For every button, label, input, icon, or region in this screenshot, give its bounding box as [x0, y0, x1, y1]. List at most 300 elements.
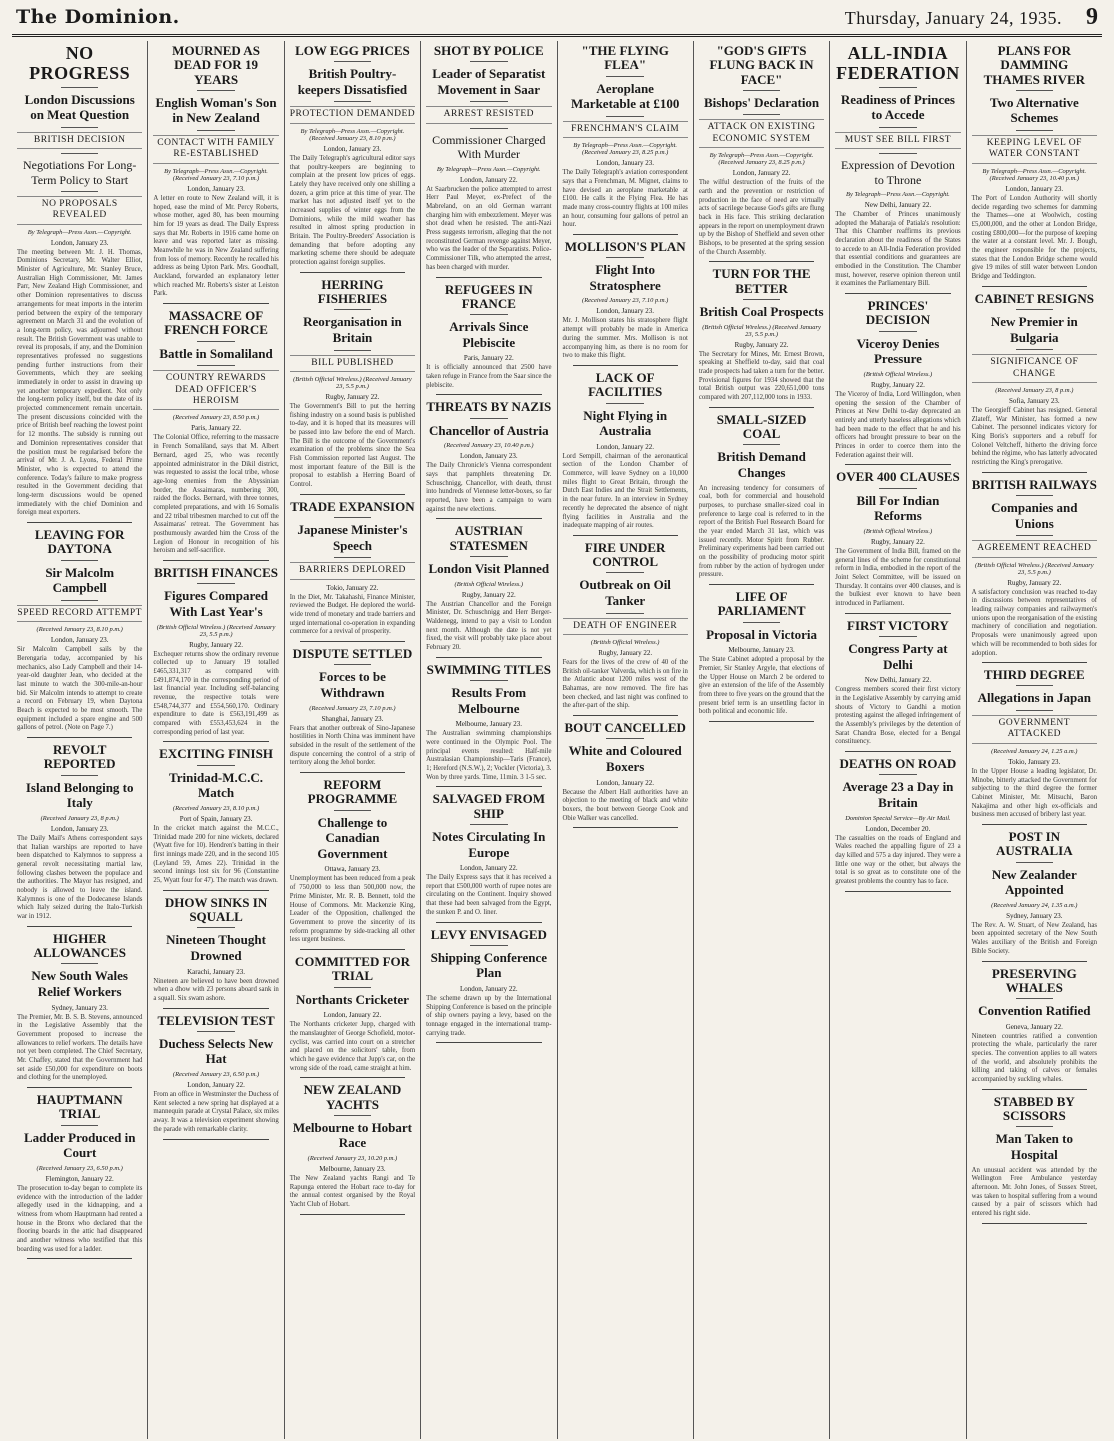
subheadline: Challenge to Canadian Government — [317, 814, 388, 861]
article-body: Because the Albert Hall authorities have an objection to the meeting of black and white boxers, the bout between George Cook and Obie Walker was cancelled. — [562, 788, 688, 822]
article-body: Exchequer returns show the ordinary revenue collected up to January 19 totalled £465,331,317 as compared with £491,874,170 in the corresponding period of last financial year. Including self-balancing revenue, the respective totals were £548,744,377 and £554,560,170. Ordinary expenditure to date is £563,191,499 as compared with £553,453,624 in the corresponding period of last year. — [153, 650, 279, 736]
dateline: Ottawa, January 23. — [324, 865, 381, 874]
dateline: Tokio, January 23. — [1008, 757, 1061, 766]
dateline: London, January 22. — [460, 985, 518, 994]
headline: BRITISH FINANCES — [154, 565, 279, 581]
divider — [743, 114, 781, 115]
dateline: Port of Spain, January 23. — [179, 814, 253, 823]
divider — [470, 824, 508, 825]
divider — [334, 517, 372, 518]
wire-credit: (British Official Wireless.) — [863, 527, 933, 535]
divider — [606, 738, 644, 739]
dateline: London, January 22. — [732, 169, 791, 178]
article — [290, 500, 415, 642]
wire-credit: (Received January 23, 7.10 p.m.) — [582, 297, 669, 305]
headline: BOUT CANCELLED — [564, 720, 686, 736]
article — [153, 566, 278, 742]
article-body: An unusual accident was attended by the Wellington Free Ambulance yesterday afternoon. Mr. John Jones, of Sussex Street, was taken to hospital suffering from a wound caused by a pair of scissors which had entered his right side. — [971, 1166, 1097, 1218]
article-body: The Australian swimming championships were continued in the Olympic Pool. The principal events resulted: Half-mile Australasian Championship—Taris (France), 1; Hereford (N.S.W.), 2; Vockler (Victoria), 3. Won by three yards. Time, 11min. 3 1-5 sec. — [426, 730, 552, 781]
divider — [334, 557, 372, 558]
headline: LIFE OF PARLIAMENT — [717, 589, 806, 619]
subheadline: CONTACT WITH FAMILY RE-ESTABLISHED — [153, 135, 278, 164]
divider — [470, 945, 508, 946]
article — [972, 44, 1097, 287]
subheadline: ARREST RESISTED — [426, 106, 551, 123]
article-body: The meeting between Mr. J. H. Thomas, Dominions Secretary, Mr. Walter Elliot, Minister of Agriculture, Mr. Stanley Bruce, Australian High Commissioner, Mr. James Parr, New Zealand High Commissioner, and other Dominion representatives to discuss arrangements for meat imports in the interim period between the expiry of the temporary agreement on March 31 and the evolution of a long-term policy, was adjourned without result. The British Government was unable to reveal its proposals, if any, and the Dominion representatives professed no suggestions pending further instructions from their Governments, which they are seeking immediately in order to assist in drawing up yet another temporary expedient. Not only the long-term policy itself, but the date of its projected commencement remain uncertain. The present discussions coincided with the price of British beef reaching the lowest point for 12 months. The subsidy is running out and Dominion representatives consider that the position must be regularised before the arrival of Mr. J. A. Lyons, Federal Prime Minister, who is expected to attend the conference. Today's failure to make progress resulted in the Government deciding that long-term discussions would be opened immediately with the chief Dominion and foreign meat exporters. — [17, 248, 143, 517]
article — [972, 1095, 1097, 1224]
subheadline: Northants Cricketer — [295, 991, 409, 1007]
subheadline: Convention Ratified — [978, 1003, 1091, 1019]
article — [972, 967, 1097, 1090]
article — [835, 470, 960, 613]
article — [972, 668, 1097, 825]
article — [153, 896, 278, 1009]
article — [426, 524, 551, 657]
subheadline: ATTACK ON EXISTING ECONOMIC SYSTEM — [699, 119, 824, 148]
headline: NEW ZEALAND YACHTS — [303, 1082, 402, 1112]
divider — [334, 987, 372, 988]
subheadline: Notes Circulating In Europe — [432, 828, 546, 860]
divider — [879, 488, 917, 489]
article — [153, 309, 278, 561]
article — [972, 478, 1097, 663]
dateline: Geneva, January 22. — [1005, 1022, 1063, 1031]
wire-credit: (British Official Wireless.) (Received January 23, 5.5 p.m.) — [702, 323, 821, 338]
article — [426, 928, 551, 1044]
subheadline: Allegations in Japan — [977, 690, 1092, 706]
divider — [470, 314, 508, 315]
wire-credit: (British Official Wireless.) (Received January 23, 5.5 p.m.) — [293, 375, 412, 390]
headline: TURN FOR THE BETTER — [712, 266, 811, 296]
article — [835, 44, 960, 294]
article — [290, 278, 415, 495]
divider — [61, 153, 99, 154]
article — [699, 413, 824, 585]
subheadline: Melbourne to Hobart Race — [292, 1119, 413, 1151]
subheadline: Proposal in Victoria — [706, 626, 818, 642]
subheadline: Duchess Selects New Hat — [159, 1035, 274, 1067]
dateline: New Delhi, January 22. — [864, 676, 932, 685]
headline: SMALL-SIZED COAL — [716, 411, 807, 442]
article — [17, 743, 142, 927]
column-7 — [830, 41, 966, 1439]
dateline: London, January 23. — [596, 159, 654, 168]
divider — [334, 350, 372, 351]
article — [153, 747, 278, 890]
headline: REFORM PROGRAMME — [307, 777, 398, 807]
subheadline: Companies and Unions — [991, 500, 1078, 531]
divider — [470, 101, 508, 102]
article-body: In the cricket match against the M.C.C., Trinidad made 200 for nine wickets, declared (Wyatt five for 10). Hendren's batting in their first innings made 220, and in the second 105 (Leyland 59, Ames 22). Trinidad in the second innings lost six for 96 (Constantine 25, Wyatt four for 47). The match was drawn. — [153, 824, 279, 885]
article-body: The wilful destruction of the fruits of the earth and the prevention or restriction of production in the face of need are virtually acts of sacrilege because God's gifts are flung back in His face. This striking declaration appears in the report on unemployment drawn up by the Bishop of Sheffield and seven other Bishops, to be presented at the spring session of the Church Assembly. — [698, 179, 825, 256]
divider — [61, 775, 99, 776]
column-3 — [285, 41, 421, 1439]
dateline: London, January 23. — [50, 636, 109, 645]
article — [563, 721, 688, 828]
divider — [606, 572, 644, 573]
subheadline: Night Flying in Australia — [583, 407, 668, 439]
dateline: London, January 22. — [596, 442, 654, 451]
wire-credit: By Telegraph—Press Assn.—Copyright. (Received January 23, 8.10 p.m.) — [300, 127, 405, 142]
article — [972, 830, 1097, 962]
subheadline: Viceroy Denies Pressure — [856, 335, 940, 367]
subheadline: GOVERNMENT ATTACKED — [972, 715, 1097, 744]
column-4 — [421, 41, 557, 1439]
subheadline: Nineteen Thought Drowned — [166, 932, 266, 963]
subheadline: Commissioner Charged With Murder — [432, 132, 546, 162]
column-6 — [694, 41, 830, 1439]
divider — [197, 90, 235, 91]
dateline: London, January 22. — [460, 864, 518, 873]
article-body: The Daily Express says that it has received a report that £500,000 worth of rupee notes are circulating on the Continent. Inquiry showed that these had been salvaged from the Egypt, the sunken P. and O. liner. — [426, 874, 552, 916]
article — [563, 371, 688, 536]
dateline: Karachi, January 23. — [187, 967, 246, 976]
article-body: Mr. J. Mollison states his stratosphere flight attempt will probably be made in America during the summer. Mrs. Mollison is not accompanying him, as there is no room for two to make this flight. — [562, 317, 688, 360]
divider — [1016, 685, 1054, 686]
article-body: The Rev. A. W. Stuart, of New Zealand, has been appointed secretary of the New South Wales auxiliary of the British and Foreign Bible Society. — [971, 921, 1097, 955]
dateline: Tokio, January 22. — [326, 583, 379, 592]
article-body: The Daily Telegraph's agricultural editor says that poultry-keepers are beginning to complain at the present low prices of eggs. Lately they have received only one shilling a dozen, a grim price at this time of year. The market has not adjusted itself yet to the increased supplies of winter eggs from the Dominions, while the mild weather has resulted in almost spring production in Britain. The Poultry-Breeders' Association is demanding that before adopting any marketing scheme there should be adequate protection against foreign supplies. — [289, 154, 416, 267]
article-body: In the Upper House a leading legislator, Dr. Minobe, bitterly attacked the Government for subjecting to the third degree the former Cabinet Minister, Mr. Mitsuchi, Baron Nakajima and other high ex-officials and business men accused of bribery last year. — [971, 767, 1097, 819]
divider — [879, 636, 917, 637]
divider — [743, 444, 781, 445]
article-body: The Premier, Mr. B. S. B. Stevens, announced in the Legislative Assembly that the Government proposed to increase the allowances to relief workers. The details have not yet been completed. The Chief Secretary, Mr. Chaffey, stated that the Government had set aside £50,000 for expenditure on boots and clothing for the unemployed. — [17, 1013, 143, 1082]
headline: LEAVING FOR DAYTONA — [34, 527, 125, 557]
article — [563, 240, 688, 366]
article-body: The prosecution to-day began to complete its evidence with the introduction of the ladder allegedly used in the kidnapping, and a witness from whom Hauptmann had rented a house in the Bronx who declared that the flooring boards in the attic had disappeared and another witness who testified that this boarding was used for a ladder. — [17, 1184, 143, 1253]
headline: SWIMMING TITLES — [426, 661, 551, 677]
article — [17, 1093, 142, 1259]
subheadline: Expression of Devotion to Throne — [840, 158, 955, 187]
headline: HERRING FISHERIES — [317, 276, 388, 307]
headline: BRITISH RAILWAYS — [971, 476, 1097, 492]
dateline: London, January 23. — [50, 824, 109, 833]
divider — [606, 257, 644, 258]
subheadline: Trinidad-M.C.C. Match — [169, 769, 264, 801]
headline: MASSACRE OF FRENCH FORCE — [164, 308, 268, 338]
article — [426, 44, 551, 278]
article — [290, 778, 415, 950]
article-body: The Daily Chronicle's Vienna correspondent says that pamphlets threatening Dr. Schuschnigg, Chancellor, with death, thrust into hundreds of Viennese letter-boxes, so far reported, have been a campaign to warn against the new elections. — [426, 462, 552, 513]
subheadline: New Zealander Appointed — [991, 866, 1077, 898]
divider — [197, 341, 235, 342]
subheadline: Bishops' Declaration — [703, 94, 820, 110]
headline: DEATHS ON ROAD — [839, 756, 957, 772]
wire-credit: (Received January 24, 1.35 a.m.) — [991, 901, 1078, 909]
wire-credit: (British Official Wireless.) (Received January 23, 5.5 p.m.) — [156, 623, 276, 638]
dateline: New Delhi, January 22. — [864, 200, 932, 209]
article-body: A letter en route to New Zealand will, it is hoped, ease the mind of Mr. Percy Roberts, whose mother, aged 80, has been mourning him for 19 years as dead. The Daily Express says that Mr. Roberts in 1916 came home on leave and was reported later as missing. Meanwhile he was in New Zealand suffering from loss of memory. Recently he recalled his address as being Upton Park. Mrs. Goodhall, Auckland, forwarded an explanatory letter which reached Mr. Roberts's sister at Leiston Park. — [153, 194, 279, 298]
newspaper-name: The Dominion. — [16, 6, 180, 28]
headline: LACK OF FACILITIES — [588, 369, 663, 400]
article-body: The scheme drawn up by the International Shipping Conference is based on the principle of ship owners paying a levy, based on the tonnage engaged in the international tramp-carrying trade. — [426, 995, 552, 1037]
wire-credit: By Telegraph—Press Assn.—Copyright. — [436, 165, 541, 173]
article-body: The Georgieff Cabinet has resigned. General Zlateff, War Minister, has formed a new Cabinet. The personnel indicates victory for King Boris's supporters and a rebuff for Colonel Veltcheff, hitherto the driving force behind the régime, who has latterly advocated restricting the King's prerogative. — [971, 407, 1097, 467]
headline: MOURNED AS DEAD FOR 19 YEARS — [172, 43, 260, 87]
subheadline: BILL PUBLISHED — [290, 355, 415, 372]
article — [153, 44, 278, 304]
divider — [1016, 710, 1054, 711]
dateline: London, January 23. — [50, 238, 109, 247]
wire-credit: (British Official Wireless.) (Received January 23, 5.5 p.m.) — [974, 561, 1094, 576]
divider — [470, 128, 508, 129]
subheadline: New Premier in Bulgaria — [990, 314, 1078, 345]
divider — [61, 87, 99, 88]
headline: HIGHER ALLOWANCES — [33, 930, 126, 961]
divider — [334, 810, 372, 811]
article — [563, 44, 688, 235]
subheadline: BRITISH DECISION — [17, 132, 142, 149]
headline: SHOT BY POLICE — [433, 43, 544, 58]
dateline: London, January 23. — [323, 144, 382, 153]
divider — [1016, 862, 1054, 863]
dateline: Rugby, January 22. — [325, 392, 380, 401]
wire-credit: By Telegraph—Press Assn.—Copyright. (Received January 23, 8.25 p.m.) — [573, 142, 678, 157]
dateline: Sydney, January 23. — [1006, 911, 1063, 920]
article-body: The Daily Mail's Athens correspondent says that Italian warships are reported to have been dispatched to Kalymnos to suppress a general revolt necessitating martial law, following clashes between the populace and the authorities. The Mayor has resigned, and nobody is allowed to leave the island. Kalymnos is one of the Dodecanese Islands which Italy seized during the Italo-Turkish war in 1912. — [17, 834, 143, 921]
subheadline: Congress Party at Delhi — [848, 641, 948, 672]
article-body: Fears for the lives of the crew of 40 of the British oil-tanker Valverda, which is on fire in the Atlantic about 1200 miles west of the Bahamas, are now removed. The fire has been checked, and last night was confined to the after-part of the ship. — [562, 659, 688, 710]
column-5 — [558, 41, 694, 1439]
headline: POST IN AUSTRALIA — [996, 828, 1073, 859]
divider — [1016, 535, 1054, 536]
article — [699, 44, 824, 262]
subheadline: PROTECTION DEMANDED — [290, 106, 415, 123]
wire-credit: (Received January 24, 1.25 a.m.) — [991, 747, 1078, 755]
headline: COMMITTED FOR TRIAL — [294, 953, 411, 984]
subheadline: Outbreak on Oil Tanker — [579, 577, 671, 609]
headline: DISPUTE SETTLED — [292, 646, 413, 662]
article — [972, 292, 1097, 473]
column-1 — [12, 41, 148, 1439]
headline: THREATS BY NAZIS — [426, 399, 552, 415]
subheadline: Island Belonging to Italy — [25, 779, 134, 811]
headline: LOW EGG PRICES — [295, 43, 410, 58]
divider — [334, 101, 372, 102]
dateline: London, January 23. — [596, 307, 654, 316]
article-body: Fears that another outbreak of Sino-Japanese hostilities in North China was imminent have subsided in the result of the settlement of the dispute concerning the control of a strip of territory along the Jehol border. — [289, 724, 416, 767]
subheadline: Readiness of Princes to Accede — [840, 91, 955, 123]
dateline: London, January 22. — [187, 1081, 245, 1090]
subheadline: Two Alternative Schemes — [989, 94, 1079, 126]
divider — [1016, 130, 1054, 131]
headline: SALVAGED FROM SHIP — [432, 791, 545, 821]
article — [290, 647, 415, 773]
headline: PRESERVING WHALES — [991, 965, 1077, 995]
article-body: Lord Sempill, chairman of the aeronautical section of the London Chamber of Commerce, will leave Sydney on a 10,000 miles flight to Great Britain, through the Dutch East Indies and the Strait Settlements, in the near future. In an interview in Sydney recently he deprecated the absence of night flying facilities in Australia and the inadequate mapping of air routes. — [562, 452, 688, 530]
article — [290, 1083, 415, 1215]
divider — [879, 331, 917, 332]
dateline: Rugby, January 22. — [189, 640, 244, 649]
dateline: London, December 20. — [865, 824, 931, 833]
divider — [334, 61, 372, 62]
article-body: The Northants cricketer Jupp, charged with the manslaughter of George Schofield, motor-cyclist, was carried into court on a stretcher and placed on the solicitors' table, from which he gave evidence that Jupp's car, on the wrong side of the road, came straight at him. — [289, 1021, 416, 1072]
article — [426, 283, 551, 396]
article — [426, 663, 551, 788]
headline: CABINET RESIGNS — [974, 290, 1094, 306]
dateline: Rugby, January 22. — [1007, 578, 1062, 587]
divider — [334, 664, 372, 665]
headline: MOLLISON'S PLAN — [564, 238, 686, 254]
article — [153, 1014, 278, 1140]
dateline: Paris, January 22. — [463, 354, 514, 363]
subheadline: KEEPING LEVEL OF WATER CONSTANT — [972, 135, 1097, 164]
article — [835, 619, 960, 752]
headline: LEVY ENVISAGED — [430, 926, 547, 942]
subheadline: Leader of Separatist Movement in Saar — [432, 66, 546, 97]
article — [17, 932, 142, 1088]
article-body: It is officially announced that 2500 have taken refuge in France from the Saar since the plebiscite. — [426, 364, 552, 389]
dateline: Melbourne, January 23. — [319, 1165, 386, 1174]
headline: REFUGEES IN FRANCE — [444, 281, 533, 311]
article-body: The New Zealand yachts Rangi and Te Rapunga entered the Hobart race to-day for the annual contest organised by the Royal Yacht Club of Hobart. — [289, 1175, 416, 1209]
divider — [1016, 349, 1054, 350]
subheadline: Average 23 a Day in Britain — [842, 779, 954, 810]
divider — [879, 127, 917, 128]
article — [835, 299, 960, 465]
article-body: At Saarbrucken the police attempted to arrest Herr Paul Meyer, ex-Prefect of the Mabreland, on an old German warrant charging him with embezzlement. Meyer was shot dead when he resisted. The anti-Nazi Press suggests terrorism, alleging that the not reconstituted German revenge against Meyer, who was the leader of the Separatists. Police-Commissioner Tilk, who attempted the arrest, has been charged with murder. — [426, 185, 552, 271]
divider — [1016, 90, 1054, 91]
dateline: London, January 22. — [596, 778, 654, 787]
article-body: The Government of India Bill, framed on the general lines of the scheme for constitutional reform in India, embodied in the report of the Joint Select Committee, will be issued on Thursday. It contains over 400 clauses, and is the bulkiest ever known to have been introduced in Parliament. — [835, 547, 961, 608]
article-body: The Port of London Authority will shortly decide regarding two schemes for damming the Thames—one at Woolwich, costing £5,000,000, and the other at London Bridge, costing £800,000—for the purpose of keeping the water at a constant level. Mr. J. Bough, the engineer responsible for the projects, states that the London Bridge scheme would give 19 miles of still water between London Bridge and Teddington. — [971, 194, 1097, 281]
dateline: London, January 23. — [187, 184, 245, 193]
divider — [879, 774, 917, 775]
divider — [743, 622, 781, 623]
wire-credit: (Received January 23, 8.50 p.m.) — [172, 414, 260, 422]
article-body: The Colonial Office, referring to the massacre in French Somaliland, says that M. Albert Bernard, aged 25, who was recently appointed administrator in the Dikil district, was requested to assist the local tribe, whose age-long enemies from the Abyssinian border, the Assaimaras, numbering 300, raided the flocks. Bernard, with three tonnes, completed preparations, and with 16 Somalis and 22 tribal tribesmen marched to cut off the Assaimaras' retreat. The Government has posthumously awarded him the Cross of the Legion of Honour in recognition of his heroism and self-sacrifice. — [153, 434, 279, 555]
subheadline: SPEED RECORD ATTEMPT — [17, 605, 142, 622]
dateline: Rugby, January 22. — [734, 340, 789, 349]
headline: STABBED BY SCISSORS — [993, 1093, 1075, 1124]
wire-credit: (Received January 23, 8 p.m.) — [995, 387, 1074, 394]
headline: PRINCES' DECISION — [865, 298, 931, 328]
subheadline: Results From Melbourne — [451, 685, 527, 716]
divider — [61, 127, 99, 128]
divider — [606, 613, 644, 614]
article — [17, 44, 142, 523]
headline: HAUPTMANN TRIAL — [36, 1092, 123, 1122]
subheadline: NO PROPOSALS REVEALED — [17, 196, 142, 225]
subheadline: DEATH OF ENGINEER — [563, 618, 688, 635]
subheadline: London Discussions on Meat Question — [24, 91, 135, 123]
divider — [879, 153, 917, 154]
subheadline: Negotiations For Long-Term Policy to Start — [23, 158, 137, 187]
wire-credit: (Received January 23, 8.10 p.m.) — [36, 626, 123, 634]
divider — [197, 130, 235, 131]
article — [426, 792, 551, 922]
divider — [470, 418, 508, 419]
article — [290, 955, 415, 1078]
divider — [1016, 309, 1054, 310]
headline: OVER 400 CLAUSES — [836, 469, 960, 485]
dateline: Melbourne, January 23. — [455, 720, 523, 729]
subheadline: Flight Into Stratosphere — [589, 262, 661, 293]
subheadline: COUNTRY REWARDS DEAD OFFICER'S HEROISM — [153, 370, 278, 410]
divider — [606, 116, 644, 117]
dateline: Melbourne, January 23. — [728, 646, 795, 655]
divider — [197, 583, 235, 584]
dateline: London, January 23. — [1005, 184, 1064, 193]
headline: REVOLT REPORTED — [43, 742, 116, 772]
subheadline: Man Taken to Hospital — [995, 1131, 1073, 1163]
divider — [61, 600, 99, 601]
article-body: The Government's Bill to put the herring fishing industry on a sound basis is published to-day, and it is hoped that its measures will be passed into law before the end of March. The Bill is the outcome of the Government's examination of the problems since the Sea Fish Commission reported last August. The most important feature of the Bill is the proposal to establish a Herring Board of Control. — [289, 402, 416, 489]
wire-credit: (Received January 23, 8.10 p.m.) — [172, 804, 260, 812]
wire-credit: (British Official Wireless.) — [454, 580, 524, 588]
article-body: The Secretary for Mines, Mr. Ernest Brown, speaking at Sheffield to-day, said that coal trade prospects had taken a turn for the better. Provisional figures for 1934 showed that the total British output was 220,651,000 tons compared with 207,112,000 tons in 1933. — [698, 350, 825, 402]
page-number: 9 — [1086, 4, 1098, 30]
divider — [334, 1115, 372, 1116]
subheadline: Ladder Produced in Court — [23, 1129, 136, 1161]
divider — [61, 560, 99, 561]
divider — [197, 765, 235, 766]
subheadline: Battle in Somaliland — [159, 345, 273, 361]
masthead — [12, 0, 1102, 37]
headline: AUSTRIAN STATESMEN — [449, 523, 528, 553]
headline: "THE FLYING FLEA" — [581, 43, 669, 73]
article-body: The Austrian Chancellor and the Foreign Minister, Dr. Schuschnigg and Herr Berger-Waldenegg, intend to pay a visit to London next month. Although the date is not yet fixed, the visit will probably take place about February 20. — [426, 600, 552, 652]
wire-credit: (British Official Wireless.) — [590, 639, 660, 647]
article-body: The Chamber of Princes unanimously adopted the Maharaja of Patiala's resolution: That this Chamber reaffirms its previous declaration about the readiness of the States to accede to an All-India Federation provided that essential conditions and guarantees are embodied in the Constitution. The Chamber must, however, reserve opinion thereon until it examines the Parliamentary Bill. — [835, 210, 961, 288]
divider — [197, 927, 235, 928]
article-body: The casualties on the roads of England and Wales reached the appalling figure of 23 a day killed and 575 a day injured. They were a little one way or the other, but always the total is so great as to constitute one of the greatest problems the country has to face. — [835, 834, 961, 885]
article — [699, 267, 824, 407]
dateline: Rugby, January 22. — [870, 380, 925, 389]
divider — [879, 87, 917, 88]
article-body: Nineteen are believed to have been drowned when a dhow with 23 persons aboard sank in a squall. Six swam ashore. — [153, 977, 279, 1002]
dateline: Shanghai, January 23. — [321, 714, 384, 723]
wire-credit: By Telegraph—Press Assn.—Copyright. — [27, 228, 132, 236]
article — [290, 44, 415, 273]
columns-container — [12, 41, 1102, 1439]
dateline: London, January 22. — [323, 1011, 382, 1020]
divider — [61, 1125, 99, 1126]
subheadline: BARRIERS DEPLORED — [290, 562, 415, 579]
subheadline: Japanese Minister's Speech — [297, 522, 408, 553]
wire-credit: Dominion Special Service—By Air Mail. — [845, 814, 951, 822]
subheadline: White and Coloured Boxers — [568, 743, 682, 775]
headline: THIRD DEGREE — [983, 667, 1085, 683]
subheadline: Forces to be Withdrawn — [318, 669, 386, 701]
headline: FIRE UNDER CONTROL — [584, 539, 666, 570]
dateline: Paris, January 22. — [191, 424, 241, 433]
subheadline: SIGNIFICANCE OF CHANGE — [972, 354, 1097, 383]
subheadline: Shipping Conference Plan — [430, 949, 548, 981]
divider — [1016, 998, 1054, 999]
wire-credit: By Telegraph—Press Assn.—Copyright. — [846, 190, 950, 198]
wire-credit: (Received January 23, 8 p.m.) — [40, 814, 119, 822]
article-body: The Viceroy of India, Lord Willingdon, when opening the session of the Chamber of Princes at New Delhi to-day deprecated an entirely and utterly baseless allegations which had been made to the effect that he and his officers had brought pressure to bear on the Princes in order to coerce them into the Federation against their will. — [835, 390, 961, 459]
wire-credit: (Received January 23, 6.50 p.m.) — [36, 1164, 123, 1172]
dateline: Sofia, January 23. — [1009, 397, 1060, 405]
dateline: Rugby, January 22. — [461, 590, 516, 599]
divider — [606, 403, 644, 404]
wire-credit: (Received January 23, 7.10 p.m.) — [309, 704, 396, 712]
column-2 — [148, 41, 284, 1439]
article-body: A satisfactory conclusion was reached to-day in discussions between representatives of leading railway companies and railwaymen's unions upon the reorganisation of the existing machinery of conciliation and negotiation. Proposals were unanimously agreed upon which will be recommended to both sides for adoption. — [971, 588, 1097, 657]
headline: ALL-INDIA FEDERATION — [836, 43, 960, 83]
wire-credit: (Received January 23, 10.40 p.m.) — [444, 442, 534, 450]
subheadline: Sir Malcolm Campbell — [45, 564, 115, 596]
subheadline: AGREEMENT REACHED — [972, 540, 1097, 557]
headline: PLANS FOR DAMMING THAMES RIVER — [983, 43, 1086, 87]
article-body: An increasing tendency for consumers of coal, both for commercial and household purposes, to purchase smaller-sized coal in preference to large coal is referred to in the report of the British Fuel Research Board for the year ended March 31 last, which was issued recently. Motor Spirit from Rubber. Preliminary experiments had been carried out on the possibility of producing motor spirit from rubber by the action of hydrogen under pressure. — [698, 484, 825, 579]
article-body: Sir Malcolm Campbell sails by the Berengaria today, accompanied by his mechanics, also Lady Campbell and their 14-year-old daughter Jean, who decided at the last minute to watch the 300-mile-an-hour bid. Sir Malcolm intends to attempt to create a record on February 19, when Daytona Beach is expected to be most smooth. The equipment included a spare engine and 500 gallons of petrol. (Note on Page 7.) — [17, 646, 143, 732]
subheadline: English Woman's Son in New Zealand — [155, 94, 277, 126]
dateline: Flemington, January 22. — [45, 1174, 114, 1183]
divider — [470, 680, 508, 681]
